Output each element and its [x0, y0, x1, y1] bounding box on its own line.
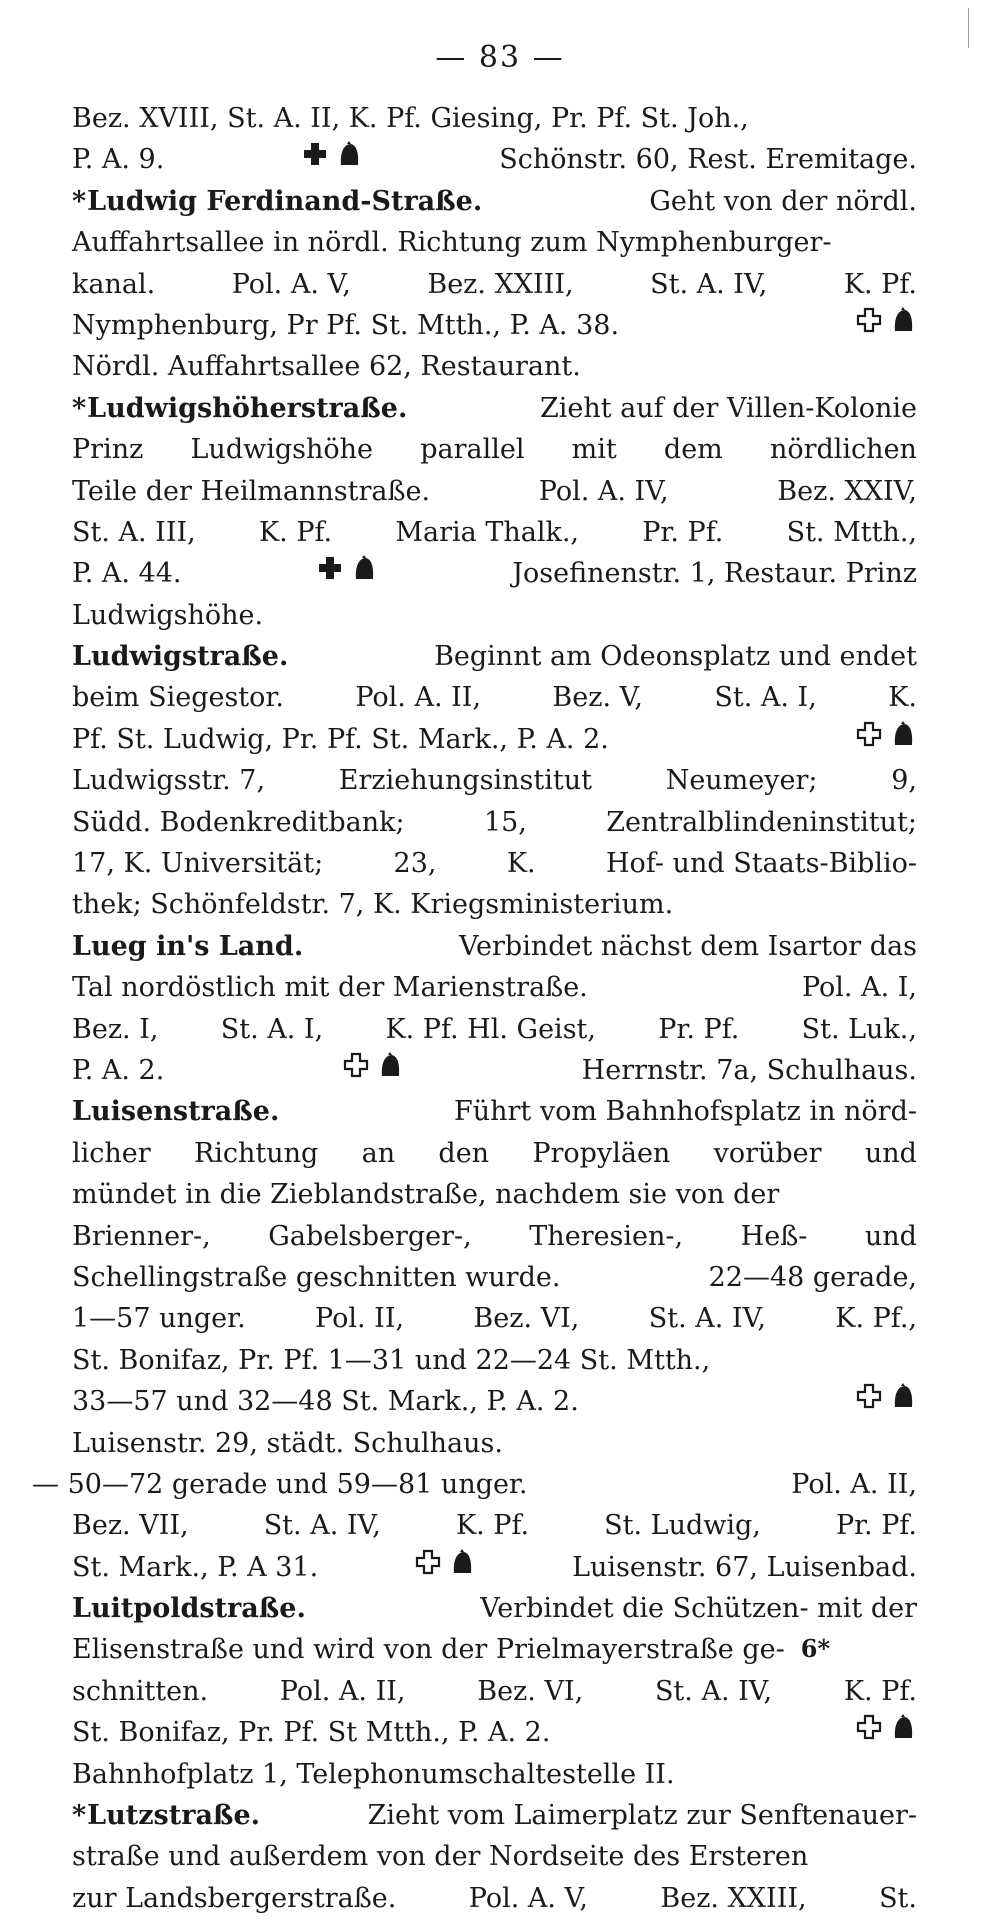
helmet-icon: [889, 1382, 917, 1410]
text-segment: Hof- und Staats-Biblio-: [606, 848, 917, 880]
text-segment: an: [361, 1137, 396, 1169]
text-segment: Maria Thalk.,: [395, 516, 580, 548]
helmet-icon: [376, 1051, 404, 1079]
street-name-heading: Luisenstraße.: [72, 1096, 280, 1128]
text-line: [72, 471, 917, 512]
text-segment: licher: [72, 1137, 151, 1169]
text-line: [72, 760, 917, 801]
text-segment: St. Luk.,: [801, 1013, 917, 1045]
text-line: [72, 98, 917, 139]
entry-heading: [72, 926, 303, 967]
text-segment: parallel: [420, 434, 525, 466]
symbol-group: [342, 1051, 404, 1079]
cross-outline-icon: [855, 1382, 883, 1410]
text-segment: St. Bonifaz, Pr. Pf. 1—31 und 22—24 St. Mtth.,: [72, 1344, 711, 1376]
text-segment: beim Siegestor.: [72, 682, 284, 714]
text-segment: K. Pf.: [455, 1510, 530, 1542]
text-segment: P. A. 9.: [72, 144, 165, 176]
cross-outline-icon: [855, 306, 883, 334]
text-segment: St. Bonifaz, Pr. Pf. St Mtth., P. A. 2.: [72, 1717, 551, 1749]
street-name-heading: Lueg in's Land.: [72, 930, 304, 962]
text-segment: Pol. II,: [315, 1303, 405, 1335]
text-segment: K.: [888, 682, 917, 714]
street-name-heading: Luitpoldstraße.: [72, 1593, 306, 1625]
text-segment: K. Pf.: [259, 516, 333, 548]
text-segment: schnitten.: [72, 1675, 209, 1707]
text-segment: thek; Schönfeldstr. 7, K. Kriegsministerium.: [72, 889, 674, 921]
text-segment: Bahnhofplatz 1, Telephonumschaltestelle II.: [72, 1758, 675, 1790]
text-line: [72, 802, 917, 843]
text-segment: Tal nordöstlich mit der Marienstraße.: [72, 972, 588, 1004]
symbol-group: [414, 1548, 476, 1576]
text-line: [72, 1588, 917, 1629]
text-line: [72, 719, 917, 760]
text-segment: St. A. IV,: [654, 1675, 773, 1707]
helmet-icon: [335, 140, 363, 168]
cross-outline-icon: [855, 1713, 883, 1741]
text-segment: Pol. A. II,: [355, 682, 482, 714]
text-segment: Nymphenburg, Pr Pf. St. Mtth., P. A. 38.: [72, 309, 620, 341]
cross-icon: [316, 554, 344, 582]
text-segment: Pol. A. V,: [231, 268, 351, 300]
text-line: [72, 222, 917, 263]
text-line: [72, 1423, 917, 1464]
street-name-heading: Ludwigshöherstraße.: [87, 392, 408, 424]
entry-heading: [72, 1588, 306, 1629]
text-segment: Bez. VII,: [72, 1510, 189, 1542]
text-line: [72, 1629, 917, 1670]
text-segment: Pol. A. I,: [801, 972, 917, 1004]
text-line: [72, 1257, 917, 1298]
text-segment: Erziehungsinstitut: [338, 765, 592, 797]
text-line: [72, 305, 917, 346]
text-segment: Brienner-,: [72, 1220, 211, 1252]
text-segment: Pol. A. II,: [279, 1675, 406, 1707]
text-line: [72, 1133, 917, 1174]
helmet-icon: [889, 1713, 917, 1741]
cross-outline-icon: [414, 1548, 442, 1576]
text-line: [72, 1091, 917, 1132]
text-line: [72, 1712, 917, 1753]
entry-heading: [72, 181, 482, 222]
text-line: [72, 677, 917, 718]
entry-heading: [72, 1795, 260, 1836]
text-segment: 15,: [483, 806, 527, 838]
text-segment: 22—48 gerade,: [708, 1261, 917, 1293]
text-segment: 33—57 und 32—48 St. Mark., P. A. 2.: [72, 1386, 579, 1418]
text-segment: Zieht vom Laimerplatz zur Senftenauer-: [367, 1800, 917, 1832]
entry-heading: [72, 388, 407, 429]
text-segment: den: [438, 1137, 490, 1169]
text-segment: Führt vom Bahnhofsplatz in nörd-: [454, 1096, 917, 1128]
text-line: [72, 346, 917, 387]
text-segment: Bez. XXIII,: [660, 1882, 807, 1914]
street-name-heading: Ludwig Ferdinand-Straße.: [87, 185, 483, 217]
text-segment: Pr. Pf.: [642, 516, 724, 548]
street-name-heading: Lutzstraße.: [87, 1800, 261, 1832]
signature-mark: 6*: [800, 1634, 830, 1663]
entry-heading: [72, 1091, 279, 1132]
text-segment: St. Ludwig,: [604, 1510, 761, 1542]
helmet-icon: [350, 554, 378, 582]
text-segment: — 50—72 gerade und 59—81 unger.: [32, 1468, 528, 1500]
text-segment: vorüber: [713, 1137, 822, 1169]
text-segment: Pr. Pf.: [835, 1510, 917, 1542]
text-segment: nördlichen: [769, 434, 917, 466]
text-segment: Zentralblindeninstitut;: [606, 806, 917, 838]
text-line: [72, 1298, 917, 1339]
symbol-group: [855, 1382, 917, 1410]
text-segment: Schellingstraße geschnitten wurde.: [72, 1261, 561, 1293]
text-segment: Theresien-,: [529, 1220, 684, 1252]
text-segment: Luisenstr. 67, Luisenbad.: [572, 1551, 917, 1583]
entry-heading: [72, 636, 288, 677]
text-segment: Gabelsberger-,: [268, 1220, 472, 1252]
text-segment: Elisenstraße und wird von der Prielmayerstraße ge-: [72, 1634, 785, 1666]
text-line: [72, 1671, 917, 1712]
text-segment: St. Mark., P. A 31.: [72, 1551, 319, 1583]
text-segment: Pol. A. IV,: [538, 475, 669, 507]
text-segment: Luisenstr. 29, städt. Schulhaus.: [72, 1427, 503, 1459]
text-segment: straße und außerdem von der Nordseite des Ersteren: [72, 1841, 809, 1873]
text-segment: St. A. III,: [72, 516, 196, 548]
text-line: [72, 1340, 917, 1381]
new-street-star: *: [72, 392, 87, 424]
symbol-group: [855, 1713, 917, 1741]
text-segment: K. Pf.: [843, 1675, 917, 1707]
text-segment: Nördl. Auffahrtsallee 62, Restaurant.: [72, 351, 581, 383]
text-segment: Pol. A. II,: [791, 1468, 917, 1500]
text-line: [72, 1878, 917, 1919]
helmet-icon: [889, 306, 917, 334]
cross-icon: [301, 140, 329, 168]
text-segment: Auffahrtsallee in nördl. Richtung zum Nymphenburger-: [72, 227, 832, 259]
text-segment: 9,: [891, 765, 917, 797]
text-segment: Bez. VI,: [477, 1675, 584, 1707]
text-segment: Südd. Bodenkreditbank;: [72, 806, 405, 838]
symbol-group: [855, 306, 917, 334]
text-line: [72, 181, 917, 222]
text-segment: K. Pf.,: [835, 1303, 917, 1335]
text-segment: zur Landsbergerstraße.: [72, 1882, 397, 1914]
symbol-group: [316, 554, 378, 582]
page-number: — 83 —: [435, 40, 565, 75]
text-line: [72, 1216, 917, 1257]
text-line: [72, 1547, 917, 1588]
text-segment: Bez. V,: [552, 682, 643, 714]
text-line: [72, 1050, 917, 1091]
text-line: [72, 843, 917, 884]
text-segment: Richtung: [193, 1137, 319, 1169]
text-segment: und: [864, 1220, 917, 1252]
text-segment: 1—57 unger.: [72, 1303, 246, 1335]
text-segment: Verbindet nächst dem Isartor das: [459, 930, 917, 962]
text-segment: Josefinenstr. 1, Restaur. Prinz: [512, 558, 917, 590]
text-line: [72, 1009, 917, 1050]
text-line: [72, 967, 917, 1008]
text-segment: Ludwigshöhe: [190, 434, 374, 466]
text-segment: Ludwigshöhe.: [72, 599, 264, 631]
text-segment: Propyläen: [532, 1137, 671, 1169]
street-name-heading: Ludwigstraße.: [72, 641, 289, 673]
text-line: [72, 1754, 917, 1795]
text-line: [72, 884, 917, 925]
text-segment: mündet in die Zieblandstraße, nachdem sie von der: [72, 1179, 780, 1211]
text-segment: Geht von der nördl.: [649, 185, 917, 217]
symbol-group: [855, 720, 917, 748]
cross-outline-icon: [342, 1051, 370, 1079]
text-line: [72, 1795, 917, 1836]
text-segment: P. A. 44.: [72, 558, 182, 590]
text-segment: Bez. I,: [72, 1013, 159, 1045]
text-segment: Teile der Heilmannstraße.: [72, 475, 431, 507]
text-segment: Schönstr. 60, Rest. Eremitage.: [499, 144, 917, 176]
text-line: [72, 595, 917, 636]
text-line: [72, 1381, 917, 1422]
text-segment: Verbindet die Schützen- mit der: [480, 1593, 917, 1625]
text-segment: dem: [663, 434, 723, 466]
text-segment: Pf. St. Ludwig, Pr. Pf. St. Mark., P. A. 2.: [72, 723, 609, 755]
text-segment: K.: [506, 848, 536, 880]
text-segment: St. Mtth.,: [786, 516, 917, 548]
text-segment: St. A. I,: [220, 1013, 324, 1045]
text-segment: St. A. IV,: [648, 1303, 766, 1335]
text-line: [72, 1836, 917, 1877]
cross-outline-icon: [855, 720, 883, 748]
text-segment: Zieht auf der Villen-Kolonie: [539, 392, 917, 424]
text-segment: Heß-: [740, 1220, 808, 1252]
text-segment: und: [864, 1137, 917, 1169]
text-segment: Bez. XXIII,: [427, 268, 574, 300]
text-segment: K. Pf. Hl. Geist,: [385, 1013, 596, 1045]
text-segment: 17, K. Universität;: [72, 848, 324, 880]
text-segment: St. A. IV,: [263, 1510, 381, 1542]
text-segment: Prinz: [72, 434, 144, 466]
text-line: [72, 926, 917, 967]
text-line: [72, 1505, 917, 1546]
helmet-icon: [448, 1548, 476, 1576]
text-segment: K. Pf.: [843, 268, 917, 300]
text-segment: Pol. A. V,: [468, 1882, 588, 1914]
symbol-group: [301, 140, 363, 168]
text-segment: Ludwigsstr. 7,: [72, 765, 266, 797]
text-line: [72, 139, 917, 180]
text-segment: Bez. XXIV,: [777, 475, 917, 507]
helmet-icon: [889, 720, 917, 748]
text-segment: mit: [571, 434, 617, 466]
text-segment: Herrnstr. 7a, Schulhaus.: [581, 1054, 917, 1086]
text-line: [72, 388, 917, 429]
text-line: [72, 553, 917, 594]
text-line: [32, 1464, 917, 1505]
text-line: [72, 1174, 917, 1215]
text-segment: Neumeyer;: [665, 765, 818, 797]
new-street-star: *: [72, 1800, 87, 1832]
directory-text: [32, 98, 917, 1919]
text-segment: Bez. XVIII, St. A. II, K. Pf. Giesing, Pr. Pf. St. Joh.,: [72, 103, 749, 134]
text-segment: Bez. VI,: [473, 1303, 580, 1335]
text-segment: St. A. IV,: [650, 268, 768, 300]
text-segment: 23,: [393, 848, 437, 880]
text-segment: St.: [879, 1882, 917, 1914]
text-segment: Pr. Pf.: [658, 1013, 740, 1045]
new-street-star: *: [72, 185, 87, 217]
text-segment: St. A. I,: [714, 682, 817, 714]
text-segment: P. A. 2.: [72, 1054, 165, 1086]
text-line: [72, 429, 917, 470]
text-segment: Beginnt am Odeonsplatz und endet: [434, 641, 917, 673]
text-line: [72, 264, 917, 305]
text-segment: kanal.: [72, 268, 156, 300]
text-line: [72, 636, 917, 677]
text-line: [72, 512, 917, 553]
